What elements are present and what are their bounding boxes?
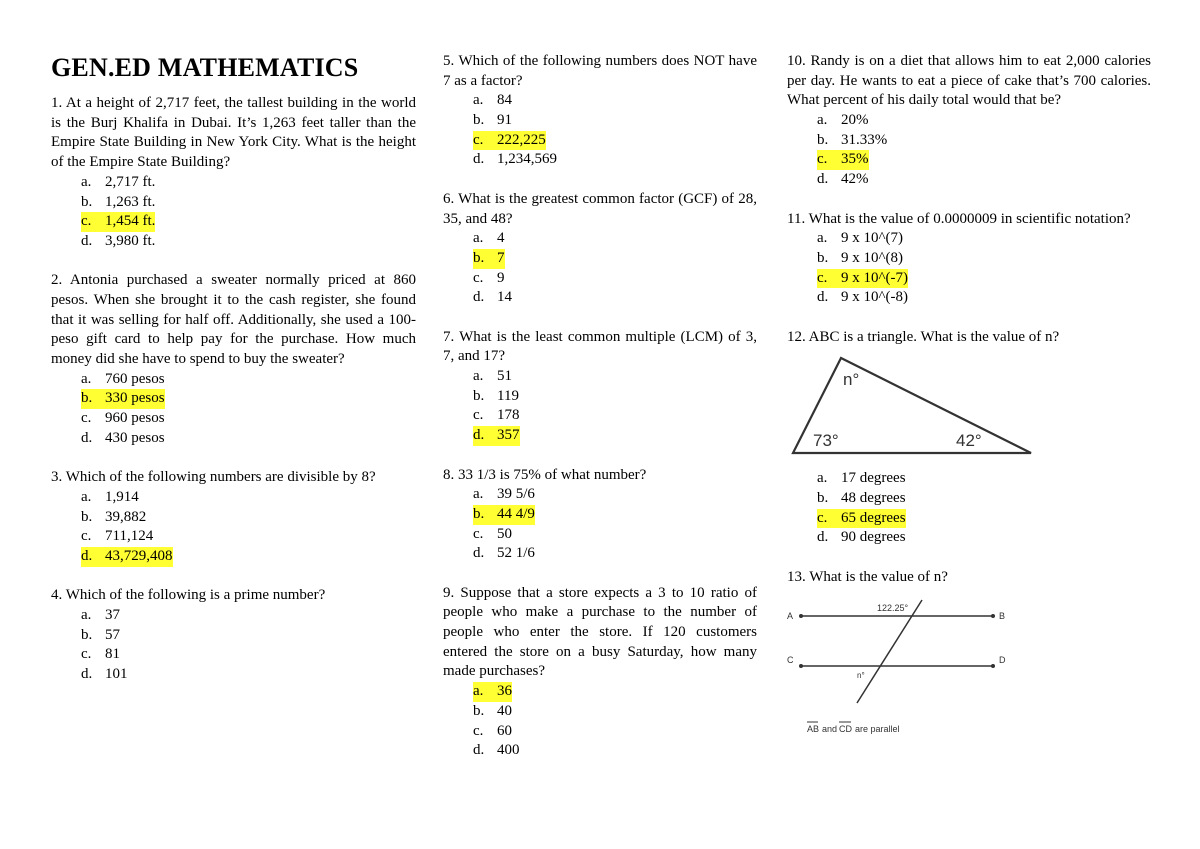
option-letter: c. [473, 407, 484, 424]
question-3 [51, 468, 416, 566]
triangle-figure [791, 353, 1041, 461]
answer-highlight [817, 509, 906, 529]
option-content [81, 173, 155, 193]
option-content [817, 111, 869, 131]
option-a [787, 111, 1151, 131]
option-text: 44 4/9 [497, 505, 535, 522]
options-list [443, 485, 757, 564]
option-letter: c. [81, 528, 92, 545]
option-content [81, 508, 146, 528]
option-text: 357 [497, 427, 520, 444]
option-letter: a. [81, 607, 92, 624]
option-content [817, 528, 906, 548]
answer-highlight [473, 682, 512, 702]
option-letter: a. [473, 368, 484, 385]
option-text: 119 [497, 387, 519, 404]
option-text: 81 [105, 646, 120, 663]
options-list [787, 229, 1151, 308]
option-content [817, 131, 887, 151]
option-b [443, 111, 757, 131]
option-d [787, 288, 1151, 308]
option-b [51, 389, 416, 409]
option-text: 48 degrees [841, 490, 906, 507]
option-c [51, 409, 416, 429]
question-stem: 8. 33 1/3 is 75% of what number? [443, 466, 647, 483]
answer-highlight [81, 212, 155, 232]
option-b [443, 702, 757, 722]
option-a [787, 229, 1151, 249]
option-letter: b. [81, 390, 93, 407]
answer-highlight [81, 547, 173, 567]
point-b-label: B [999, 610, 1006, 621]
option-letter: b. [473, 249, 485, 266]
option-text: 36 [497, 683, 512, 700]
caption-and: and [822, 723, 838, 734]
question-8 [443, 466, 757, 564]
option-text: 9 x 10^(-8) [841, 289, 909, 306]
question-13 [787, 568, 1151, 748]
option-content [817, 229, 903, 249]
options-list [443, 367, 757, 446]
options-list [51, 173, 416, 252]
option-c [787, 269, 1151, 289]
option-text: 57 [105, 626, 120, 643]
option-c [787, 509, 1151, 529]
option-letter: d. [473, 427, 485, 444]
option-c [443, 131, 757, 151]
answer-highlight [817, 150, 869, 170]
angle-122-label: 122.25° [877, 602, 909, 613]
option-text: 7 [497, 249, 505, 266]
point-b-dot [991, 614, 995, 618]
option-letter: b. [473, 702, 485, 719]
option-letter: d. [81, 666, 93, 683]
question-stem: 10. Randy is on a diet that allows him to eat 2,000 calories per day. He wants to eat a piece of cake that’s 700 calories. What percent of his daily total would that be? [787, 53, 1151, 109]
option-b [51, 193, 416, 213]
options-list [787, 469, 1151, 548]
answer-highlight [473, 131, 546, 151]
option-d [51, 429, 416, 449]
option-text: 40 [497, 702, 512, 719]
question-6 [443, 190, 757, 308]
option-letter: c. [473, 131, 484, 148]
option-letter: a. [81, 488, 92, 505]
option-text: 35% [841, 151, 869, 168]
option-content [81, 606, 120, 626]
option-text: 101 [105, 666, 128, 683]
option-text: 1,454 ft. [105, 213, 156, 230]
option-d [51, 232, 416, 252]
option-text: 711,124 [105, 528, 154, 545]
option-text: 430 pesos [105, 429, 165, 446]
option-c [443, 406, 757, 426]
options-list [51, 488, 416, 567]
option-text: 65 degrees [841, 509, 906, 526]
option-d [787, 528, 1151, 548]
option-text: 400 [497, 742, 520, 759]
option-letter: d. [473, 545, 485, 562]
option-letter: a. [817, 470, 828, 487]
option-text: 31.33% [841, 131, 888, 148]
option-letter: b. [81, 508, 93, 525]
option-text: 39 5/6 [497, 486, 535, 503]
question-stem: 11. What is the value of 0.0000009 in scientific notation? [787, 210, 1131, 227]
option-content [81, 527, 153, 547]
question-4 [51, 586, 416, 684]
option-letter: a. [817, 230, 828, 247]
question-stem: 13. What is the value of n? [787, 568, 948, 585]
point-c-dot [799, 664, 803, 668]
point-d-dot [991, 664, 995, 668]
point-c-label: C [787, 654, 794, 665]
option-content [473, 722, 512, 742]
option-letter: d. [473, 289, 485, 306]
option-text: 1,914 [105, 488, 139, 505]
option-letter: a. [817, 112, 828, 129]
option-content [473, 288, 512, 308]
option-a [443, 91, 757, 111]
option-content [81, 193, 155, 213]
caption-ab: AB [807, 723, 820, 734]
option-letter: a. [473, 683, 484, 700]
option-letter: a. [473, 230, 484, 247]
question-11 [787, 210, 1151, 308]
question-stem: 4. Which of the following is a prime number? [51, 587, 326, 604]
answer-highlight [473, 505, 535, 525]
point-a-dot [799, 614, 803, 618]
option-text: 14 [497, 289, 512, 306]
question-stem: 9. Suppose that a store expects a 3 to 10 ratio of people who make a purchase to the number of people who enter the store. If 120 customers entered the store on a busy Saturday, how many made purchases? [443, 584, 757, 680]
option-content [473, 406, 520, 426]
option-content [473, 367, 512, 387]
option-letter: b. [81, 193, 93, 210]
option-letter: c. [817, 269, 828, 286]
option-content [817, 288, 908, 308]
option-content [81, 409, 165, 429]
option-letter: a. [81, 370, 92, 387]
question-stem: 7. What is the least common multiple (LCM) of 3, 7, and 17? [443, 328, 757, 365]
column-right [787, 52, 1151, 767]
option-b [787, 489, 1151, 509]
option-d [443, 741, 757, 761]
option-content [473, 387, 519, 407]
option-content [473, 741, 520, 761]
options-list [443, 682, 757, 761]
option-text: 2,717 ft. [105, 173, 156, 190]
option-d [443, 544, 757, 564]
triangle-top-angle-label: n° [843, 370, 860, 390]
answer-highlight [473, 426, 520, 446]
option-letter: d. [81, 429, 93, 446]
option-a [51, 488, 416, 508]
caption-cd: CD [839, 723, 852, 734]
option-text: 9 [497, 269, 505, 286]
caption-parallel: are parallel [855, 723, 900, 734]
option-letter: d. [817, 289, 829, 306]
option-d [787, 170, 1151, 190]
option-b [443, 249, 757, 269]
question-stem: 3. Which of the following numbers are divisible by 8? [51, 469, 376, 486]
option-content [473, 525, 512, 545]
option-text: 3,980 ft. [105, 232, 156, 249]
option-content [81, 232, 155, 252]
page-title: GEN.ED MATHEMATICS [51, 53, 359, 82]
option-text: 90 degrees [841, 529, 906, 546]
column-middle [443, 52, 757, 781]
option-a [443, 485, 757, 505]
option-letter: c. [473, 269, 484, 286]
option-letter: a. [473, 486, 484, 503]
options-list [51, 606, 416, 685]
option-letter: b. [817, 131, 829, 148]
option-content [473, 269, 505, 289]
option-content [473, 485, 535, 505]
option-letter: c. [817, 509, 828, 526]
option-c [51, 645, 416, 665]
question-stem: 2. Antonia purchased a sweater normally priced at 860 pesos. When she brought it to the cash register, she found that it was selling for half off. Additionally, she used a 100-peso gift card to help pay for the purchase. How much money did she have to spend to buy the sweater? [51, 272, 416, 368]
question-stem: 5. Which of the following numbers does NOT have 7 as a factor? [443, 53, 757, 89]
question-5 [443, 52, 757, 170]
option-text: 9 x 10^(8) [841, 249, 904, 266]
option-letter: c. [817, 151, 828, 168]
option-content [473, 702, 512, 722]
option-d [51, 547, 416, 567]
question-stem: 1. At a height of 2,717 feet, the tallest building in the world is the Burj Khalifa in Dubai. It’s 1,263 feet taller than the Empire State Building in New York City. What is the height of the Empire State Building? [51, 95, 416, 171]
option-a [443, 682, 757, 702]
option-content [473, 544, 535, 564]
option-content [81, 370, 165, 390]
option-text: 43,729,408 [105, 547, 173, 564]
option-content [81, 626, 120, 646]
options-list [787, 111, 1151, 190]
option-content [81, 645, 120, 665]
question-12 [787, 328, 1151, 548]
option-a [443, 367, 757, 387]
option-b [787, 131, 1151, 151]
options-list [51, 370, 416, 449]
option-text: 1,263 ft. [105, 193, 156, 210]
option-letter: d. [473, 151, 485, 168]
triangle-right-angle-label: 42° [956, 431, 982, 451]
option-text: 50 [497, 525, 512, 542]
option-letter: c. [473, 722, 484, 739]
angle-n-label: n° [857, 670, 865, 680]
option-a [51, 606, 416, 626]
triangle-left-angle-label: 73° [813, 431, 839, 451]
answer-highlight [473, 249, 505, 269]
question-stem: 12. ABC is a triangle. What is the value of n? [787, 328, 1060, 345]
answer-highlight [81, 389, 165, 409]
option-c [443, 269, 757, 289]
option-d [51, 665, 416, 685]
option-letter: b. [473, 387, 485, 404]
option-letter: c. [81, 410, 92, 427]
option-text: 37 [105, 607, 120, 624]
option-text: 960 pesos [105, 410, 165, 427]
option-letter: c. [473, 525, 484, 542]
column-left [51, 52, 416, 704]
option-letter: d. [81, 232, 93, 249]
option-c [51, 212, 416, 232]
option-letter: d. [817, 529, 829, 546]
option-content [473, 150, 557, 170]
option-text: 39,882 [105, 508, 147, 525]
option-letter: a. [81, 173, 92, 190]
option-c [443, 525, 757, 545]
option-a [787, 469, 1151, 489]
option-text: 91 [497, 112, 512, 129]
question-2 [51, 271, 416, 448]
option-text: 4 [497, 230, 505, 247]
option-c [443, 722, 757, 742]
options-list [443, 91, 757, 170]
option-content [81, 665, 128, 685]
option-content [473, 111, 512, 131]
option-b [443, 505, 757, 525]
option-content [473, 229, 505, 249]
option-letter: b. [473, 112, 485, 129]
point-d-label: D [999, 654, 1006, 665]
option-text: 17 degrees [841, 470, 906, 487]
option-a [443, 229, 757, 249]
option-letter: c. [81, 213, 92, 230]
question-stem: 6. What is the greatest common factor (GCF) of 28, 35, and 48? [443, 190, 757, 227]
point-a-label: A [787, 610, 794, 621]
option-b [787, 249, 1151, 269]
option-c [787, 150, 1151, 170]
question-10 [787, 52, 1151, 190]
question-7 [443, 328, 757, 446]
option-letter: b. [817, 490, 829, 507]
option-b [51, 626, 416, 646]
parallel-lines-figure [787, 598, 1017, 748]
option-letter: a. [473, 92, 484, 109]
option-a [51, 173, 416, 193]
options-list [443, 229, 757, 308]
option-text: 9 x 10^(-7) [841, 269, 909, 286]
option-text: 51 [497, 368, 512, 385]
option-content [817, 469, 906, 489]
option-content [81, 488, 139, 508]
option-text: 178 [497, 407, 520, 424]
option-letter: c. [81, 646, 92, 663]
option-letter: d. [473, 742, 485, 759]
option-text: 60 [497, 722, 512, 739]
option-text: 84 [497, 92, 512, 109]
option-content [817, 489, 906, 509]
option-d [443, 288, 757, 308]
option-content [817, 249, 903, 269]
option-text: 760 pesos [105, 370, 165, 387]
option-d [443, 150, 757, 170]
option-text: 52 1/6 [497, 545, 535, 562]
option-text: 9 x 10^(7) [841, 230, 904, 247]
option-text: 330 pesos [105, 390, 165, 407]
option-b [51, 508, 416, 528]
option-a [51, 370, 416, 390]
option-text: 1,234,569 [497, 151, 557, 168]
option-letter: d. [817, 171, 829, 188]
option-letter: b. [817, 249, 829, 266]
option-letter: d. [81, 547, 93, 564]
option-text: 42% [841, 171, 869, 188]
option-text: 222,225 [497, 131, 546, 148]
question-9 [443, 584, 757, 761]
option-letter: b. [473, 505, 485, 522]
option-d [443, 426, 757, 446]
option-text: 20% [841, 112, 869, 129]
option-letter: b. [81, 626, 93, 643]
option-content [81, 429, 165, 449]
option-content [473, 91, 512, 111]
option-c [51, 527, 416, 547]
option-content [817, 170, 869, 190]
option-b [443, 387, 757, 407]
answer-highlight [817, 269, 908, 289]
question-1 [51, 94, 416, 252]
